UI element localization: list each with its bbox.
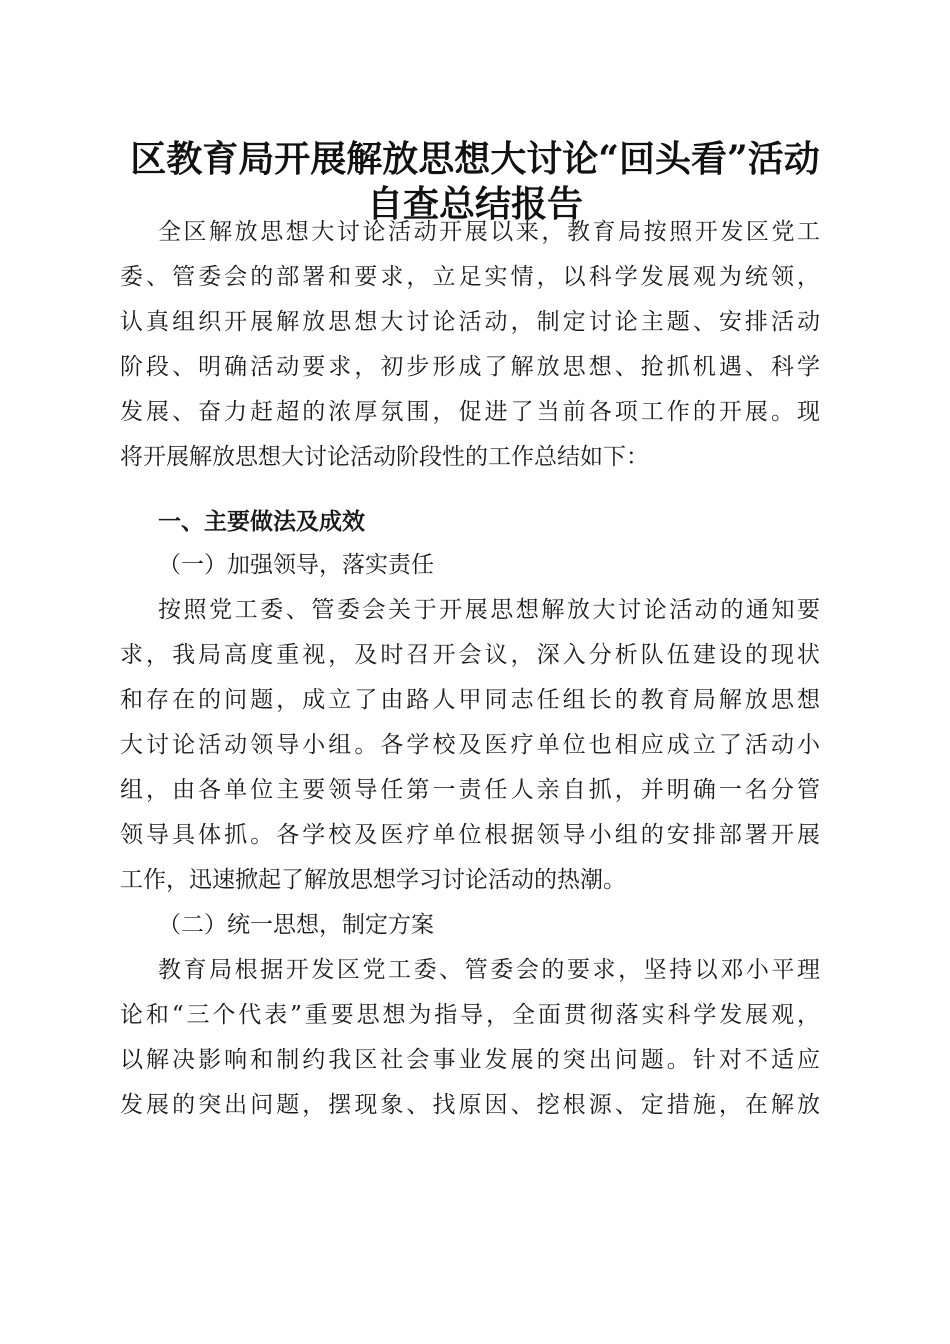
paragraph-line: 认真组织开展解放思想大讨论活动，制定讨论主题、安排活动 <box>120 309 820 335</box>
paragraph-line: 委、管委会的部署和要求，立足实情，以科学发展观为统领， <box>120 264 820 290</box>
paragraph-line: 发展、奋力赶超的浓厚氛围，促进了当前各项工作的开展。现 <box>120 399 820 425</box>
paragraph-line: 发展的突出问题，摆现象、找原因、挖根源、定措施，在解放 <box>120 1092 820 1118</box>
paragraph-line: 按照党工委、管委会关于开展思想解放大讨论活动的通知要 <box>158 597 820 623</box>
paragraph-line: 求，我局高度重视，及时召开会议，深入分析队伍建设的现状 <box>120 642 820 668</box>
paragraph-line: 组，由各单位主要领导任第一责任人亲自抓，并明确一名分管 <box>120 777 820 803</box>
document-title-line2: 自查总结报告 <box>366 183 583 225</box>
subsection-heading: （二）统一思想，制定方案 <box>158 912 434 938</box>
paragraph-line: 工作，迅速掀起了解放思想学习讨论活动的热潮。 <box>120 867 626 893</box>
paragraph-line: 以解决影响和制约我区社会事业发展的突出问题。针对不适应 <box>120 1047 820 1073</box>
paragraph-line: 大讨论活动领导小组。各学校及医疗单位也相应成立了活动小 <box>120 732 820 758</box>
paragraph-line: 全区解放思想大讨论活动开展以来，教育局按照开发区党工 <box>158 219 820 245</box>
paragraph-line: 论和“三个代表”重要思想为指导，全面贯彻落实科学发展观， <box>120 1002 820 1028</box>
section-heading: 一、主要做法及成效 <box>158 509 365 535</box>
document-title-line1: 区教育局开展解放思想大讨论“回头看”活动 <box>130 138 820 180</box>
paragraph-line: 教育局根据开发区党工委、管委会的要求，坚持以邓小平理 <box>158 957 820 983</box>
subsection-heading: （一）加强领导，落实责任 <box>158 552 434 578</box>
paragraph-line: 阶段、明确活动要求，初步形成了解放思想、抢抓机遇、科学 <box>120 354 820 380</box>
paragraph-line: 将开展解放思想大讨论活动阶段性的工作总结如下： <box>120 444 649 470</box>
paragraph-line: 领导具体抓。各学校及医疗单位根据领导小组的安排部署开展 <box>120 822 820 848</box>
paragraph-line: 和存在的问题，成立了由路人甲同志任组长的教育局解放思想 <box>120 687 820 713</box>
